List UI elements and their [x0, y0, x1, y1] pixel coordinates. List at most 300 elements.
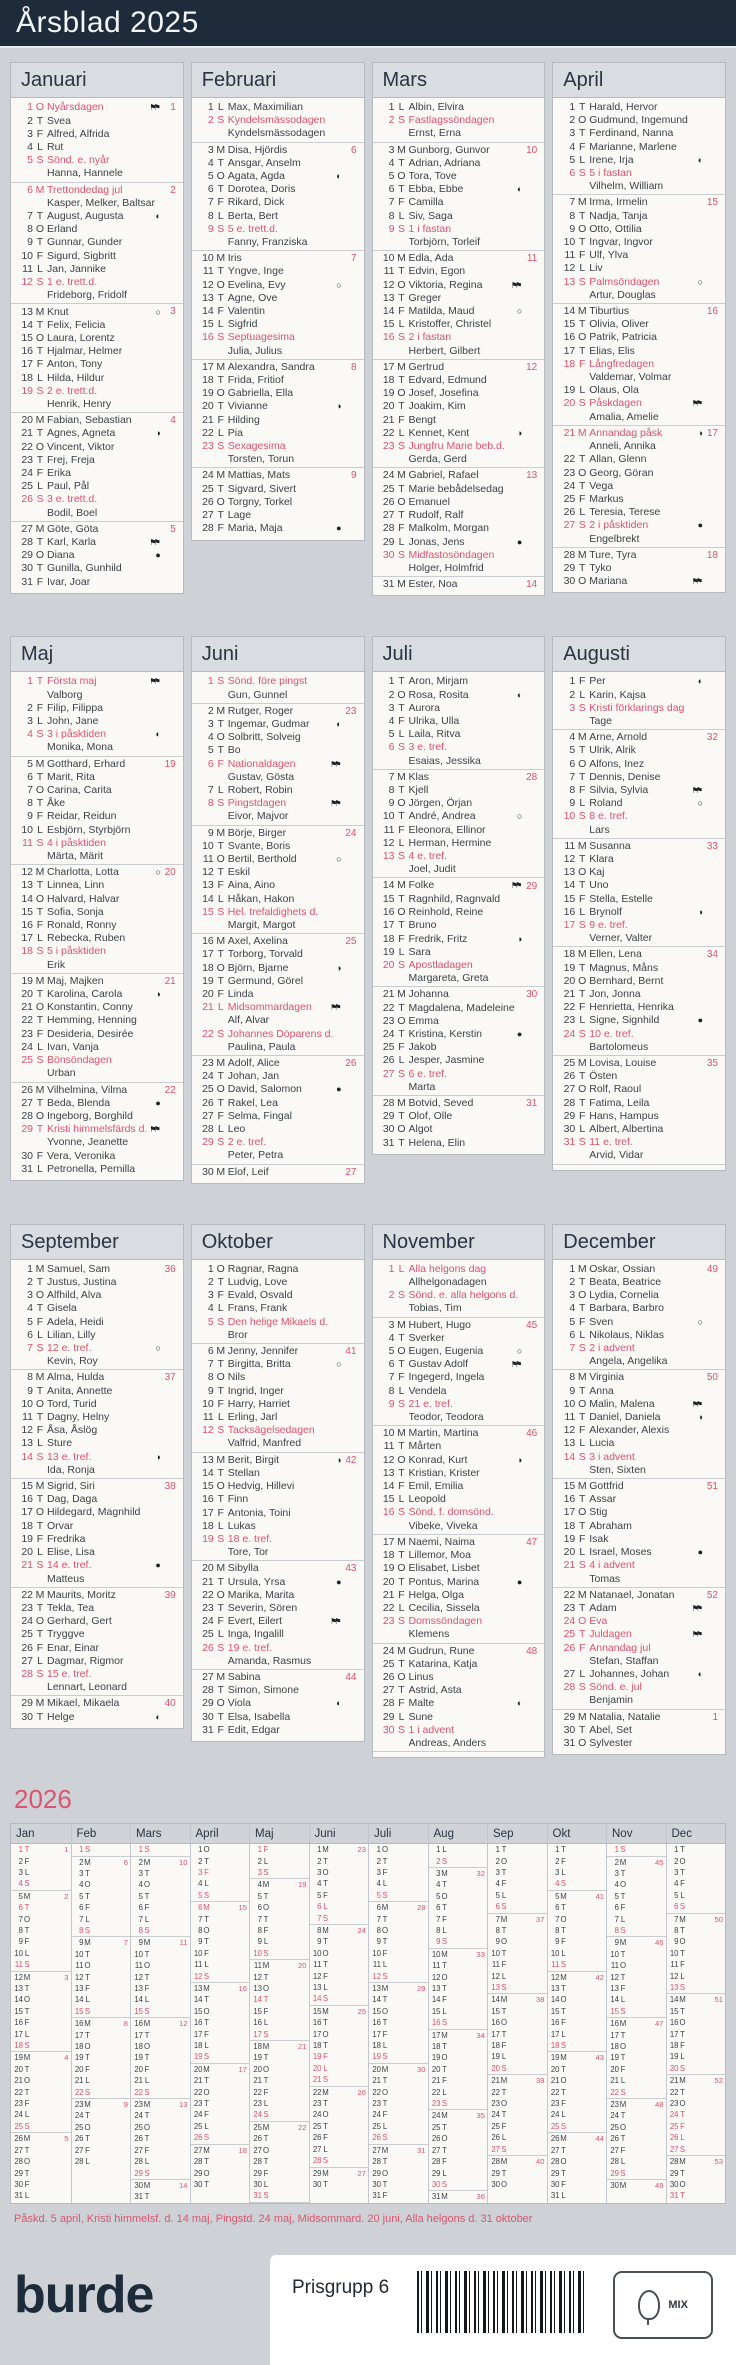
- day-text: Erland: [47, 223, 78, 236]
- day-text: Mattias, Mats: [227, 469, 291, 482]
- mini-day-cell: [131, 2075, 190, 2086]
- day-number: 23: [382, 1014, 395, 1027]
- day-entry: [192, 1671, 364, 1684]
- name-day-subline: Gun, Gunnel: [227, 688, 288, 701]
- day-text: Selma, Fingal: [227, 1109, 292, 1122]
- mini-day-cell: [667, 2109, 726, 2120]
- mini-month-dec: [666, 1824, 726, 2203]
- mini-day-number: 19: [610, 2053, 619, 2063]
- weekday-letter: F: [36, 1641, 44, 1654]
- mini-day-number: 21: [610, 2076, 619, 2086]
- mini-weekday-letter: T: [442, 2145, 447, 2155]
- day-row: [560, 1711, 718, 1724]
- day-entry: [192, 1467, 364, 1480]
- day-text: Viola: [227, 1697, 251, 1710]
- day-text: Laura, Lorentz: [47, 331, 115, 344]
- mini-day-cell: [607, 1902, 666, 1913]
- day-text: Sven: [589, 1315, 614, 1328]
- day-number: 11: [564, 1411, 576, 1424]
- day-entry: [192, 1097, 364, 1110]
- day-entry: [553, 1615, 725, 1628]
- day-row: [560, 1628, 718, 1641]
- day-entry: [373, 959, 545, 987]
- day-row: [199, 1263, 357, 1276]
- mini-month-feb: [71, 1824, 131, 2203]
- mini-day-cell: [250, 1994, 309, 2005]
- day-row: [380, 1097, 538, 1110]
- week-number: 39: [164, 1589, 176, 1601]
- day-entry: [553, 210, 725, 223]
- flag-day-icon: ⚑⚑: [691, 399, 700, 409]
- mini-day-number: 27: [312, 2144, 322, 2154]
- mini-weekday-letter: T: [561, 2145, 566, 2155]
- day-entry: [11, 1276, 183, 1289]
- mini-day-cell: [488, 2075, 547, 2086]
- day-text: Filip, Filippa: [47, 701, 104, 714]
- day-row: [18, 549, 176, 562]
- day-number: 11: [564, 839, 576, 852]
- day-entry: [373, 440, 545, 468]
- day-entry: [192, 1507, 364, 1520]
- day-number: 30: [202, 1165, 214, 1178]
- day-entry: [11, 1506, 183, 1519]
- mini-weekday-letter: L: [85, 1995, 90, 2005]
- day-text: Rebecka, Ruben: [47, 932, 126, 945]
- day-number: 8: [207, 1371, 214, 1384]
- mini-week-number: 20: [298, 1961, 307, 1971]
- mini-day-cell: [191, 2098, 250, 2109]
- day-entry: [373, 144, 545, 157]
- weekday-letter: F: [36, 1149, 44, 1162]
- day-number: 19: [382, 387, 395, 400]
- mini-week-number: 16: [238, 1984, 247, 1994]
- mini-weekday-letter: M: [203, 1984, 210, 1994]
- weekday-letter: O: [35, 1289, 45, 1302]
- day-text: Rikard, Dick: [227, 196, 285, 209]
- mini-day-cell: [488, 2179, 547, 2190]
- mini-weekday-letter: M: [441, 2192, 448, 2202]
- day-entry: [192, 1642, 364, 1670]
- day-markers: [698, 799, 718, 808]
- day-number: 31: [563, 1136, 576, 1149]
- day-entry: [192, 1276, 364, 1289]
- mini-day-number: 23: [74, 2100, 84, 2110]
- day-text: Edvard, Edmund: [408, 374, 487, 387]
- weekday-letter: F: [217, 1397, 224, 1410]
- day-number: 5: [27, 1315, 33, 1328]
- day-row: [199, 496, 357, 509]
- weekday-letter: T: [36, 210, 44, 223]
- weekday-letter: T: [36, 1014, 44, 1027]
- mini-day-cell: [429, 2179, 488, 2191]
- day-entry: [373, 1263, 545, 1289]
- name-day-subline: Valdemar, Volmar: [589, 371, 672, 384]
- mini-weekday-letter: T: [85, 1972, 90, 1982]
- mini-day-number: 2: [79, 1857, 84, 1867]
- mini-day-number: 17: [550, 2029, 560, 2039]
- day-row: [18, 184, 176, 197]
- mini-day-cell: [548, 2133, 607, 2144]
- month-panel-december: [552, 1224, 726, 1755]
- mini-day-number: 26: [193, 2133, 203, 2143]
- mini-day-cell: [72, 2087, 131, 2099]
- day-row: [380, 469, 538, 482]
- day-number: 22: [563, 1588, 576, 1601]
- day-text: Marianne, Marlene: [589, 140, 677, 153]
- moon-phase-icon: ◐: [336, 718, 342, 729]
- day-number: 25: [21, 1054, 33, 1067]
- day-row: [380, 1615, 538, 1628]
- name-day-subline: Artur, Douglas: [589, 288, 656, 301]
- day-row: [199, 744, 357, 757]
- mini-weekday-letter: T: [561, 1925, 566, 1935]
- day-text: Patrik, Patricia: [589, 331, 657, 344]
- mini-day-cell: [369, 1983, 428, 1994]
- day-markers: [511, 282, 537, 290]
- weekday-letter: M: [397, 252, 406, 265]
- day-entry: [553, 1289, 725, 1302]
- mini-day-cell: [131, 2156, 190, 2167]
- mini-weekday-letter: L: [561, 1867, 566, 1877]
- mini-day-number: 18: [431, 2042, 441, 2052]
- mini-day-number: 19: [550, 2053, 560, 2063]
- day-text: Samuel, Sam: [47, 1262, 111, 1275]
- day-row: [560, 1385, 718, 1398]
- day-entry: [11, 988, 183, 1001]
- day-number: 11: [383, 1440, 395, 1453]
- day-number: 11: [383, 823, 395, 836]
- day-number: 14: [382, 1480, 395, 1493]
- mini-week-number: 5: [64, 2134, 69, 2144]
- day-entry: [11, 1411, 183, 1424]
- day-text: 10 e. tref.: [589, 1027, 634, 1040]
- day-row: [560, 154, 718, 167]
- day-entry: [192, 1576, 364, 1589]
- day-entry: [553, 519, 725, 547]
- mini-day-cell: [667, 1878, 726, 1889]
- weekday-letter: F: [36, 249, 44, 262]
- day-entry: [373, 578, 545, 591]
- mini-weekday-letter: T: [263, 2157, 269, 2167]
- day-number: 19: [202, 974, 214, 987]
- mini-day-cell: [607, 2156, 666, 2167]
- day-number: 17: [382, 919, 395, 932]
- mini-weekday-letter: F: [382, 2110, 388, 2120]
- day-markers: [692, 787, 718, 795]
- day-entry: [373, 1697, 545, 1710]
- day-number: 3: [388, 143, 395, 156]
- weekday-letter: T: [579, 879, 586, 892]
- day-entry: [373, 824, 545, 837]
- day-markers: [705, 1589, 718, 1602]
- mini-week-number: 41: [595, 1891, 604, 1901]
- mini-day-number: 9: [495, 1937, 500, 1947]
- mini-day-cell: [250, 1844, 309, 1855]
- day-text: Ivan, Vanja: [47, 1040, 99, 1053]
- mini-weekday-letter: O: [441, 2053, 448, 2063]
- mini-weekday-letter: F: [382, 1867, 388, 1877]
- day-number: 17: [563, 918, 576, 931]
- mini-day-number: 20: [491, 2063, 500, 2073]
- mini-weekday-letter: T: [204, 1995, 209, 2005]
- name-day-subline: Lars: [589, 823, 610, 836]
- day-text: 3 e. tref.: [408, 741, 448, 754]
- mini-weekday-letter: T: [263, 1891, 269, 1901]
- day-entry: [11, 115, 183, 128]
- day-markers: [698, 1318, 718, 1327]
- weekday-letter: T: [217, 1602, 224, 1614]
- mini-weekday-letter: T: [323, 2121, 328, 2131]
- day-number: 21: [202, 1001, 214, 1014]
- day-entry: [11, 1493, 183, 1506]
- day-text: Halvard, Halvar: [47, 892, 120, 905]
- mini-month-jan: [11, 1824, 71, 2203]
- day-entry: [11, 1302, 183, 1315]
- weekday-letter: M: [216, 1453, 226, 1466]
- mini-day-cell: [72, 1857, 131, 1868]
- mini-day-cell: [11, 1983, 71, 1994]
- name-day-subline: Monika, Mona: [47, 741, 113, 754]
- mini-day-number: 16: [253, 2018, 262, 2028]
- weekday-letter: T: [579, 209, 586, 222]
- mini-day-number: 10: [610, 1949, 619, 1959]
- day-number: 19: [202, 387, 214, 400]
- day-number: 29: [202, 1136, 214, 1149]
- day-entry: [373, 331, 545, 359]
- day-number: 6: [207, 183, 214, 196]
- weekday-letter: O: [216, 495, 225, 508]
- day-row: [199, 1057, 357, 1070]
- weekday-letter: T: [579, 453, 586, 466]
- day-number: 1: [207, 675, 214, 688]
- mini-day-cell: [250, 1925, 309, 1936]
- mini-weekday-letter: T: [382, 1914, 388, 1924]
- mini-day-number: 8: [555, 1925, 560, 1935]
- mini-day-cell: [250, 1960, 309, 1971]
- day-text: Dennis, Denise: [589, 770, 661, 783]
- name-day-subline: Torsten, Torun: [227, 453, 295, 466]
- day-text: Henrietta, Henrika: [589, 1001, 674, 1014]
- day-markers: [517, 1578, 537, 1587]
- weekday-letter: L: [217, 892, 224, 905]
- day-entry: [553, 771, 725, 784]
- day-entry: [11, 715, 183, 728]
- mini-day-number: 8: [674, 1925, 679, 1935]
- day-markers: [344, 705, 357, 718]
- day-markers: [344, 252, 357, 265]
- day-entry: [553, 1602, 725, 1615]
- day-number: 28: [21, 1109, 33, 1122]
- mini-day-cell: [548, 2087, 607, 2098]
- mini-day-cell: [72, 1879, 131, 1890]
- day-text: Liv: [589, 262, 603, 275]
- day-text: Karolina, Carola: [47, 988, 123, 1001]
- day-row: [18, 893, 176, 906]
- mini-day-number: 6: [138, 1903, 143, 1913]
- day-row: [199, 975, 357, 988]
- day-entry: [373, 1684, 545, 1697]
- mini-day-number: 26: [312, 2133, 322, 2143]
- day-number: 1: [27, 1262, 33, 1275]
- weekday-letter: T: [579, 562, 586, 574]
- day-text: 2 i påsktiden: [589, 519, 649, 532]
- day-text: 5 i fastan: [589, 167, 632, 180]
- day-row: [199, 1711, 357, 1724]
- day-text: Septuagesima: [227, 331, 295, 344]
- weekday-letter: T: [217, 948, 224, 961]
- weekday-letter: F: [579, 675, 586, 688]
- mini-weekday-letter: T: [85, 2030, 90, 2040]
- week-number: 11: [526, 253, 538, 265]
- day-row: [380, 1536, 538, 1549]
- mini-weekday-letter: M: [619, 1938, 627, 1948]
- day-entry: [192, 400, 364, 413]
- day-number: 19: [21, 974, 33, 987]
- mini-day-number: 27: [14, 2145, 23, 2155]
- name-day-subline: Benjamin: [589, 1694, 634, 1707]
- day-row: [560, 562, 718, 575]
- day-text: Dag, Daga: [47, 1493, 98, 1506]
- moon-phase-icon: ○: [697, 798, 703, 809]
- mini-day-cell: [72, 2006, 131, 2018]
- day-row: [18, 1559, 176, 1572]
- mini-day-cell: [310, 1890, 369, 1901]
- day-row: [560, 276, 718, 289]
- mini-day-number: 13: [134, 1984, 143, 1994]
- mini-day-number: 10: [669, 1948, 679, 1958]
- name-day-subline: Vilhelm, William: [589, 180, 664, 193]
- mini-weekday-letter: F: [263, 2087, 269, 2097]
- mini-day-number: 6: [495, 1902, 500, 1912]
- weekday-letter: T: [36, 988, 44, 1001]
- day-markers: [149, 539, 175, 547]
- day-text: Stellan: [227, 1466, 260, 1479]
- day-text: Susanna: [589, 839, 631, 852]
- day-number: 22: [21, 1014, 33, 1027]
- mini-weekday-letter: L: [680, 1971, 685, 1981]
- day-number: 15: [202, 318, 214, 331]
- day-markers: [344, 469, 357, 482]
- day-text: Uno: [589, 879, 609, 892]
- day-number: 13: [563, 866, 576, 879]
- weekday-letter: O: [35, 549, 45, 562]
- day-row: [18, 1054, 176, 1067]
- mini-day-cell: [548, 2145, 607, 2156]
- week-number: 35: [706, 1058, 718, 1069]
- day-number: 22: [382, 1001, 395, 1014]
- day-entry: [11, 932, 183, 945]
- day-number: 30: [21, 562, 33, 575]
- mini-day-cell: [11, 2168, 71, 2179]
- day-text: Ragnhild, Ragnvald: [408, 892, 501, 905]
- weekday-letter: L: [398, 318, 405, 331]
- mini-day-cell: [131, 2180, 190, 2191]
- day-number: 28: [563, 1681, 576, 1694]
- day-number: 10: [382, 252, 395, 265]
- day-number: 21: [563, 426, 576, 439]
- day-row: [380, 496, 538, 509]
- day-markers: [698, 1548, 718, 1557]
- weekday-letter: L: [579, 1014, 586, 1027]
- mini-day-cell: [488, 1948, 547, 1959]
- day-markers: [149, 1126, 175, 1134]
- day-text: Hedvig, Hillevi: [227, 1480, 295, 1493]
- mini-day-cell: [488, 2063, 547, 2075]
- day-number: 14: [202, 1466, 214, 1479]
- weekday-letter: O: [216, 1588, 225, 1601]
- day-number: 14: [382, 305, 395, 318]
- day-row: [199, 1028, 357, 1041]
- day-entry: [373, 1440, 545, 1453]
- day-row: [199, 718, 357, 731]
- moon-phase-icon: ◑: [336, 962, 342, 973]
- mini-day-cell: [191, 1971, 250, 1983]
- day-number: 12: [382, 278, 395, 291]
- day-row: [18, 1329, 176, 1342]
- day-text: Ingemar, Gudmar: [227, 717, 310, 730]
- day-markers: [344, 1166, 357, 1179]
- moon-phase-icon: ◐: [697, 1668, 703, 1679]
- day-entry: [11, 562, 183, 575]
- day-text: Ivar, Joar: [47, 575, 91, 588]
- mini-weekday-letter: T: [680, 2006, 685, 2016]
- mini-weekday-letter: F: [204, 1867, 209, 1877]
- mini-weekday-letter: T: [442, 2042, 447, 2052]
- day-text: Adela, Heidi: [47, 1315, 104, 1328]
- mini-day-cell: [250, 1867, 309, 1879]
- day-text: Tekla, Tea: [47, 1601, 95, 1614]
- mini-weekday-letter: M: [23, 2134, 31, 2144]
- mini-day-cell: [429, 2168, 488, 2179]
- day-number: 29: [382, 535, 395, 548]
- weekday-letter: T: [579, 1519, 586, 1532]
- day-text: Leopold: [408, 1493, 446, 1506]
- day-text: Mariana: [589, 575, 628, 588]
- mini-day-number: 28: [134, 2157, 143, 2167]
- mini-day-cell: [429, 1994, 488, 2005]
- day-row: [380, 157, 538, 170]
- mini-weekday-letter: S: [144, 2168, 150, 2178]
- day-row: [199, 866, 357, 879]
- day-number: 2: [569, 688, 576, 701]
- weekday-letter: T: [398, 265, 405, 278]
- day-row: [560, 236, 718, 249]
- day-number: 15: [21, 1480, 33, 1493]
- day-markers: [344, 1671, 357, 1684]
- day-entry: [373, 1658, 545, 1671]
- mini-day-number: 17: [193, 2029, 203, 2039]
- mini-day-number: 25: [312, 2121, 322, 2131]
- day-row: [199, 292, 357, 305]
- day-entry: [11, 1559, 183, 1587]
- day-text: Gottfrid: [589, 1480, 624, 1493]
- mini-weekday-letter: S: [441, 2099, 448, 2109]
- day-row: [18, 523, 176, 536]
- mini-weekday-letter: O: [322, 1948, 329, 1958]
- day-row: [199, 1671, 357, 1684]
- weekday-letter: S: [36, 384, 44, 397]
- moon-phase-icon: ●: [697, 1547, 703, 1558]
- mini-day-cell: [429, 1902, 488, 1913]
- day-entry: [11, 702, 183, 715]
- mini-day-cell: [369, 2121, 428, 2132]
- mini-day-cell: [191, 1983, 250, 1994]
- day-number: 12: [202, 278, 214, 291]
- day-number: 6: [27, 1328, 33, 1341]
- weekday-letter: L: [398, 945, 405, 958]
- mini-weekday-letter: L: [501, 2052, 507, 2062]
- day-row: [560, 702, 718, 715]
